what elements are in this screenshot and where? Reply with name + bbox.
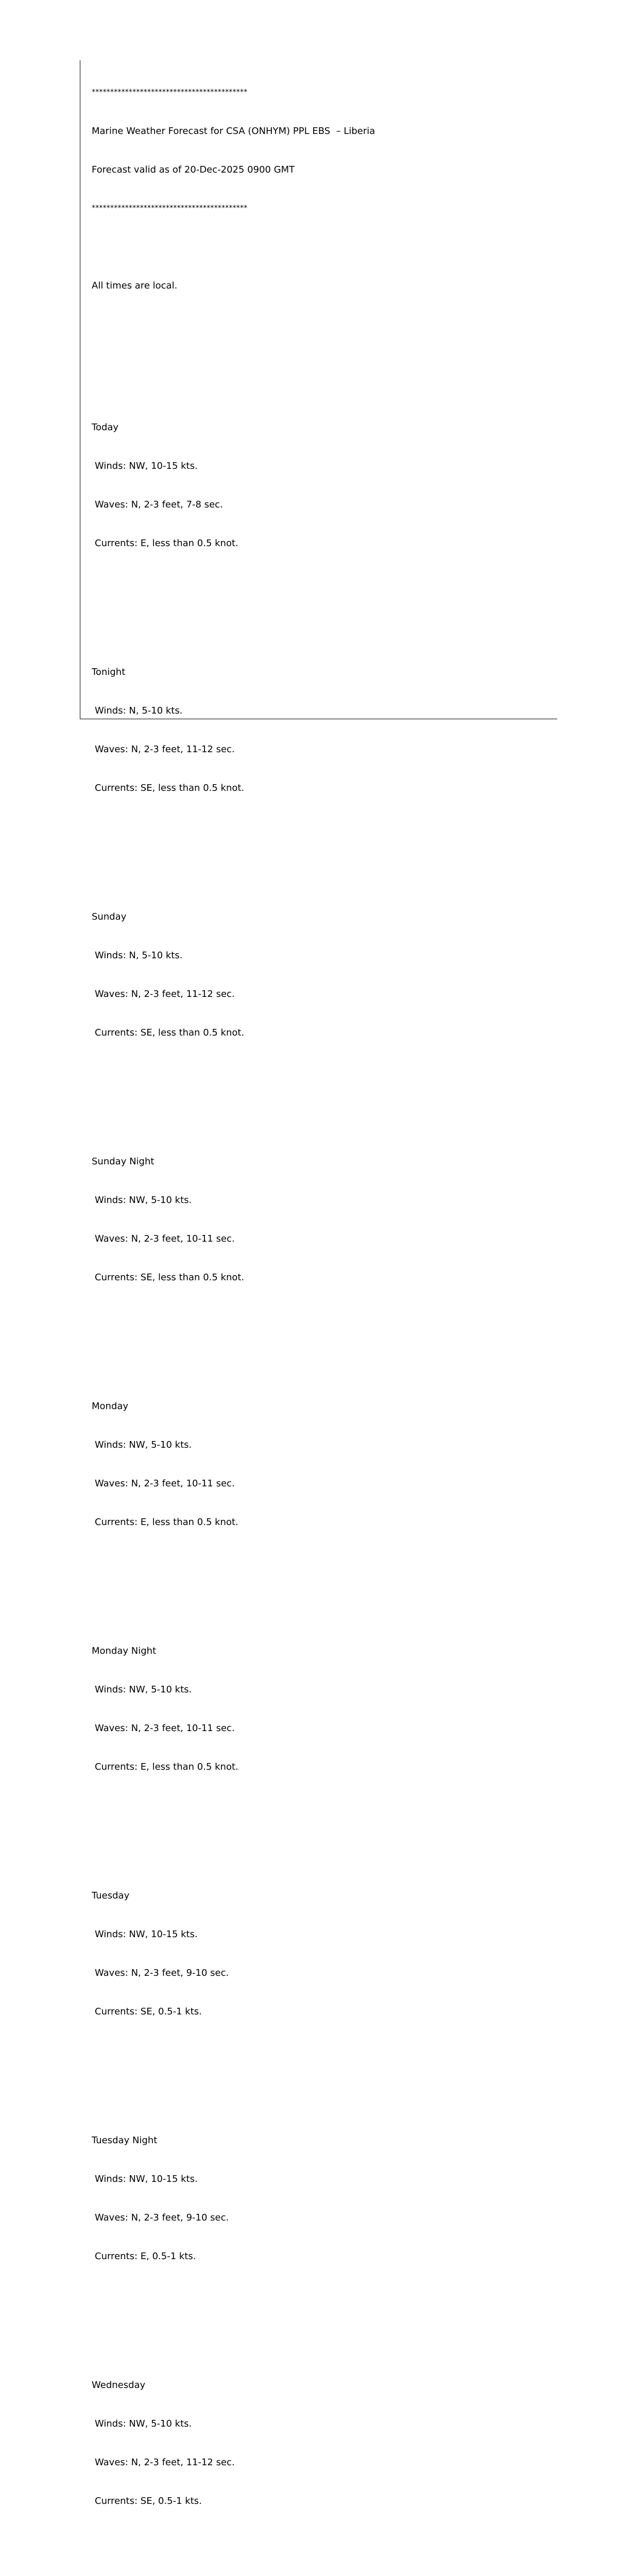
period-currents: Currents: SE, 0.5-1 kts. (95, 2496, 202, 2506)
period-winds: Winds: NW, 5-10 kts. (95, 2418, 192, 2429)
period-name: Sunday Night (92, 1156, 154, 1167)
period-currents: Currents: SE, less than 0.5 knot. (95, 1272, 245, 1283)
period-winds: Winds: NW, 5-10 kts. (95, 1195, 192, 1206)
period-currents: Currents: E, less than 0.5 knot. (95, 1761, 238, 1772)
forecast-period (92, 846, 545, 1065)
forecast-period (92, 2314, 545, 2533)
forecast-period (92, 1335, 545, 1554)
header-stars-bottom: ****************************************** (92, 204, 248, 212)
period-waves: Waves: N, 2-3 feet, 10-11 sec. (95, 1478, 235, 1489)
period-name: Monday (92, 1401, 129, 1412)
period-waves: Waves: N, 2-3 feet, 11-12 sec. (95, 989, 235, 999)
period-name: Sunday (92, 911, 127, 922)
period-currents: Currents: E, 0.5-1 kts. (95, 2251, 196, 2262)
period-winds: Winds: NW, 5-10 kts. (95, 1684, 192, 1695)
forecast-period (92, 2559, 545, 2576)
period-waves: Waves: N, 2-3 feet, 9-10 sec. (95, 2212, 229, 2223)
period-winds: Winds: N, 5-10 kts. (95, 950, 183, 961)
forecast-title: Marine Weather Forecast for CSA (ONHYM) PPL EBS – Liberia (92, 126, 375, 137)
forecast-period (92, 601, 545, 820)
times-note: All times are local. (92, 280, 178, 291)
forecast-valid-time: Forecast valid as of 20-Dec-2025 0900 GMT (92, 164, 295, 175)
period-waves: Waves: N, 2-3 feet, 9-10 sec. (95, 1968, 229, 1978)
spacer (92, 241, 545, 253)
forecast-periods (92, 331, 545, 2576)
period-waves: Waves: N, 2-3 feet, 10-11 sec. (95, 1723, 235, 1734)
period-waves: Waves: N, 2-3 feet, 11-12 sec. (95, 744, 235, 755)
period-currents: Currents: SE, less than 0.5 knot. (95, 1027, 245, 1038)
period-winds: Winds: NW, 10-15 kts. (95, 1929, 198, 1940)
forecast-period (92, 1091, 545, 1310)
period-name: Today (92, 422, 119, 433)
forecast-period (92, 357, 545, 575)
period-waves: Waves: N, 2-3 feet, 7-8 sec. (95, 499, 223, 510)
period-currents: Currents: E, less than 0.5 knot. (95, 538, 238, 549)
forecast-period (92, 1580, 545, 1799)
period-currents: Currents: E, less than 0.5 knot. (95, 1517, 238, 1528)
forecast-document (92, 60, 545, 2576)
period-name: Monday Night (92, 1646, 157, 1656)
period-winds: Winds: NW, 10-15 kts. (95, 2174, 198, 2184)
period-name: Tonight (92, 667, 126, 677)
period-name: Wednesday (92, 2380, 146, 2391)
period-currents: Currents: SE, less than 0.5 knot. (95, 783, 245, 793)
period-winds: Winds: N, 5-10 kts. (95, 705, 183, 716)
period-waves: Waves: N, 2-3 feet, 11-12 sec. (95, 2457, 235, 2468)
period-waves: Waves: N, 2-3 feet, 10-11 sec. (95, 1233, 235, 1244)
period-name: Tuesday (92, 1890, 130, 1901)
period-name: Tuesday Night (92, 2135, 158, 2146)
header-stars-top: ****************************************** (92, 88, 248, 96)
forecast-period (92, 2070, 545, 2289)
forecast-period (92, 1825, 545, 2044)
period-winds: Winds: NW, 10-15 kts. (95, 461, 198, 471)
period-winds: Winds: NW, 5-10 kts. (95, 1439, 192, 1450)
period-currents: Currents: SE, 0.5-1 kts. (95, 2006, 202, 2017)
